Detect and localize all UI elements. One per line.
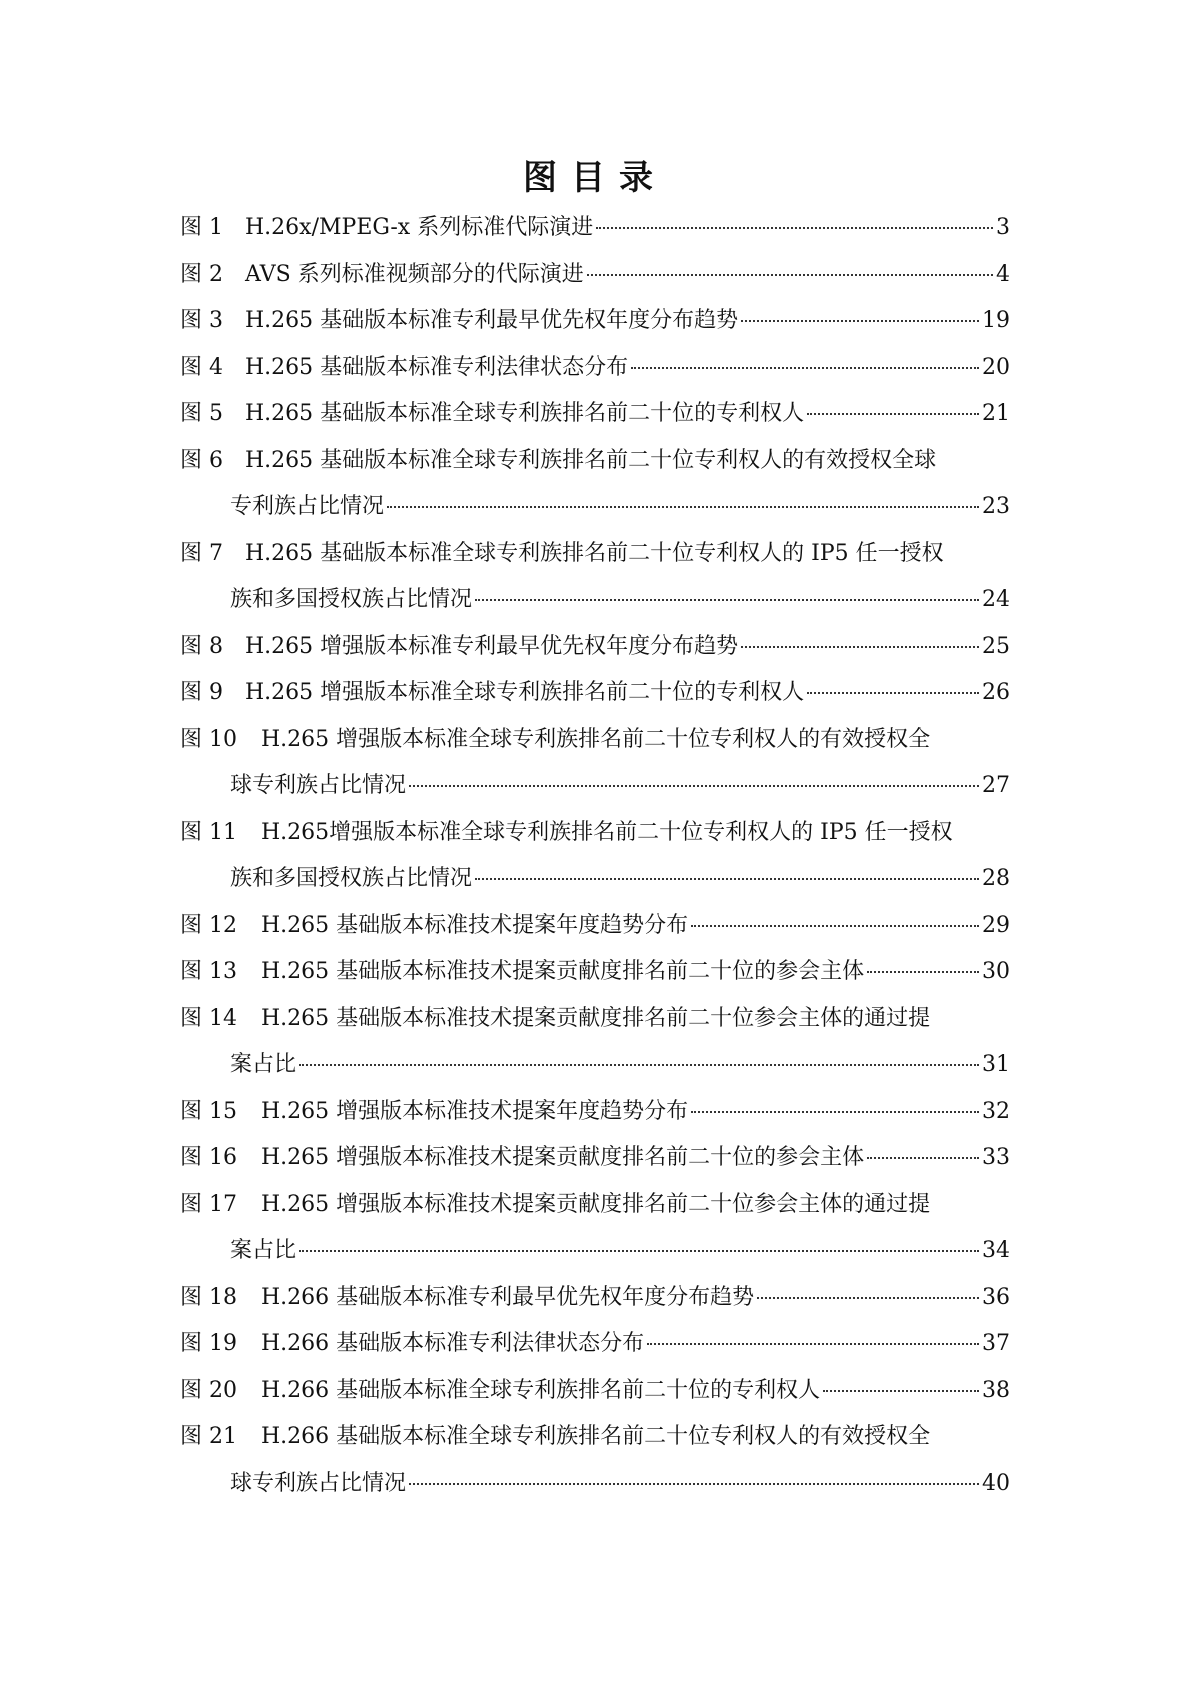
page-number: 24	[982, 587, 1010, 612]
toc-entry[interactable]	[180, 996, 1010, 1089]
toc-entry[interactable]	[180, 624, 1010, 671]
figure-title: H.265 增强版本标准专利最早优先权年度分布趋势	[245, 633, 739, 659]
figure-label: 图 16	[180, 1145, 237, 1170]
dot-leader	[691, 925, 979, 927]
page-number: 20	[982, 354, 1010, 380]
figure-title: H.265 基础版本标准全球专利族排名前二十位专利权人的有效授权全球	[245, 447, 937, 473]
figure-title-continued: 专利族占比情况	[230, 494, 385, 519]
page-number: 29	[982, 912, 1010, 938]
figure-title: H.265 增强版本标准全球专利族排名前二十位专利权人的有效授权全	[261, 726, 931, 752]
page-number: 28	[982, 866, 1010, 891]
dot-leader	[741, 646, 979, 648]
figure-label: 图 21	[180, 1424, 237, 1449]
figure-title: H.265 增强版本标准技术提案年度趋势分布	[261, 1098, 689, 1124]
page-number: 25	[982, 633, 1010, 659]
figure-title-continued: 族和多国授权族占比情况	[230, 866, 473, 891]
toc-entry[interactable]	[180, 438, 1010, 531]
page-number: 40	[982, 1470, 1010, 1496]
dot-leader	[387, 506, 979, 508]
page-number: 27	[982, 773, 1010, 798]
toc-entry[interactable]	[180, 1368, 1010, 1415]
figure-label: 图 10	[180, 726, 237, 752]
figure-title: H.265 增强版本标准全球专利族排名前二十位的专利权人	[245, 680, 805, 705]
figure-title: H.26x/MPEG-x 系列标准代际演进	[245, 215, 594, 240]
toc-entry[interactable]	[180, 1089, 1010, 1136]
figure-title: H.266 基础版本标准全球专利族排名前二十位专利权人的有效授权全	[261, 1424, 931, 1449]
figure-label: 图 6	[180, 447, 223, 473]
page-number: 38	[982, 1377, 1010, 1403]
page-number: 23	[982, 494, 1010, 519]
figure-title-continued: 族和多国授权族占比情况	[230, 587, 473, 612]
figure-list	[180, 205, 1010, 1507]
figure-label: 图 4	[180, 354, 223, 380]
figure-label: 图 11	[180, 819, 237, 845]
page-number: 37	[982, 1331, 1010, 1356]
figure-title-continued: 案占比	[230, 1238, 297, 1263]
figure-label: 图 14	[180, 1005, 237, 1031]
figure-title-continued: 案占比	[230, 1052, 297, 1077]
figure-title: H.266 基础版本标准专利最早优先权年度分布趋势	[261, 1284, 755, 1310]
figure-title: H.265 基础版本标准全球专利族排名前二十位的专利权人	[245, 401, 805, 426]
dot-leader	[867, 971, 979, 973]
toc-entry[interactable]	[180, 949, 1010, 996]
figure-label: 图 7	[180, 540, 223, 566]
figure-title: H.265增强版本标准全球专利族排名前二十位专利权人的 IP5 任一授权	[261, 819, 953, 845]
page-number: 36	[982, 1284, 1010, 1310]
figure-label: 图 5	[180, 401, 223, 426]
page-number: 31	[982, 1052, 1010, 1077]
page-number: 32	[982, 1098, 1010, 1124]
toc-entry[interactable]	[180, 1321, 1010, 1368]
figure-label: 图 2	[180, 261, 223, 287]
toc-entry[interactable]	[180, 531, 1010, 624]
figure-label: 图 15	[180, 1098, 237, 1124]
dot-leader	[757, 1297, 979, 1299]
page-number: 19	[982, 308, 1010, 333]
page-number: 26	[982, 680, 1010, 705]
page-title: 图目录	[523, 158, 667, 198]
dot-leader	[807, 413, 979, 415]
toc-entry[interactable]	[180, 1135, 1010, 1182]
page-number: 21	[982, 401, 1010, 426]
figure-label: 图 1	[180, 215, 223, 240]
page-number: 4	[996, 261, 1010, 287]
figure-title: H.265 基础版本标准技术提案贡献度排名前二十位参会主体的通过提	[261, 1005, 931, 1031]
toc-entry[interactable]	[180, 1182, 1010, 1275]
toc-entry[interactable]	[180, 252, 1010, 299]
toc-entry[interactable]	[180, 345, 1010, 392]
figure-title: H.265 基础版本标准专利法律状态分布	[245, 354, 629, 380]
figure-label: 图 18	[180, 1284, 237, 1310]
toc-entry[interactable]	[180, 903, 1010, 950]
figure-title-continued: 球专利族占比情况	[230, 1470, 407, 1496]
figure-title: H.265 基础版本标准技术提案年度趋势分布	[261, 912, 689, 938]
toc-entry[interactable]	[180, 670, 1010, 717]
figure-label: 图 8	[180, 633, 223, 659]
page-number: 30	[982, 959, 1010, 984]
dot-leader	[741, 320, 979, 322]
figure-title: H.265 基础版本标准技术提案贡献度排名前二十位的参会主体	[261, 959, 865, 984]
dot-leader	[691, 1111, 979, 1113]
figure-label: 图 19	[180, 1331, 237, 1356]
dot-leader	[475, 599, 979, 601]
figure-title: H.266 基础版本标准专利法律状态分布	[261, 1331, 645, 1356]
toc-entry[interactable]	[180, 205, 1010, 252]
dot-leader	[823, 1390, 979, 1392]
dot-leader	[587, 274, 993, 276]
dot-leader	[299, 1250, 979, 1252]
toc-entry[interactable]	[180, 717, 1010, 810]
toc-entry[interactable]	[180, 298, 1010, 345]
figure-label: 图 9	[180, 680, 223, 705]
dot-leader	[631, 367, 979, 369]
page-number: 34	[982, 1238, 1010, 1263]
dot-leader	[409, 785, 979, 787]
figure-title: H.265 基础版本标准全球专利族排名前二十位专利权人的 IP5 任一授权	[245, 540, 944, 566]
figure-label: 图 3	[180, 308, 223, 333]
figure-title: H.265 增强版本标准技术提案贡献度排名前二十位参会主体的通过提	[261, 1191, 931, 1217]
figure-title: H.266 基础版本标准全球专利族排名前二十位的专利权人	[261, 1377, 821, 1403]
figure-label: 图 17	[180, 1191, 237, 1217]
dot-leader	[647, 1343, 979, 1345]
figure-label: 图 13	[180, 959, 237, 984]
page-number: 33	[982, 1145, 1010, 1170]
dot-leader	[299, 1064, 979, 1066]
dot-leader	[409, 1483, 979, 1485]
figure-title: H.265 基础版本标准专利最早优先权年度分布趋势	[245, 308, 739, 333]
toc-entry[interactable]	[180, 391, 1010, 438]
figure-label: 图 12	[180, 912, 237, 938]
dot-leader	[596, 227, 993, 229]
dot-leader	[867, 1157, 979, 1159]
toc-entry[interactable]	[180, 810, 1010, 903]
figure-label: 图 20	[180, 1377, 237, 1403]
page-number: 3	[996, 215, 1010, 240]
dot-leader	[475, 878, 979, 880]
figure-title: H.265 增强版本标准技术提案贡献度排名前二十位的参会主体	[261, 1145, 865, 1170]
toc-entry[interactable]	[180, 1275, 1010, 1322]
dot-leader	[807, 692, 979, 694]
toc-entry[interactable]	[180, 1414, 1010, 1507]
figure-title-continued: 球专利族占比情况	[230, 773, 407, 798]
figure-title: AVS 系列标准视频部分的代际演进	[245, 261, 584, 287]
